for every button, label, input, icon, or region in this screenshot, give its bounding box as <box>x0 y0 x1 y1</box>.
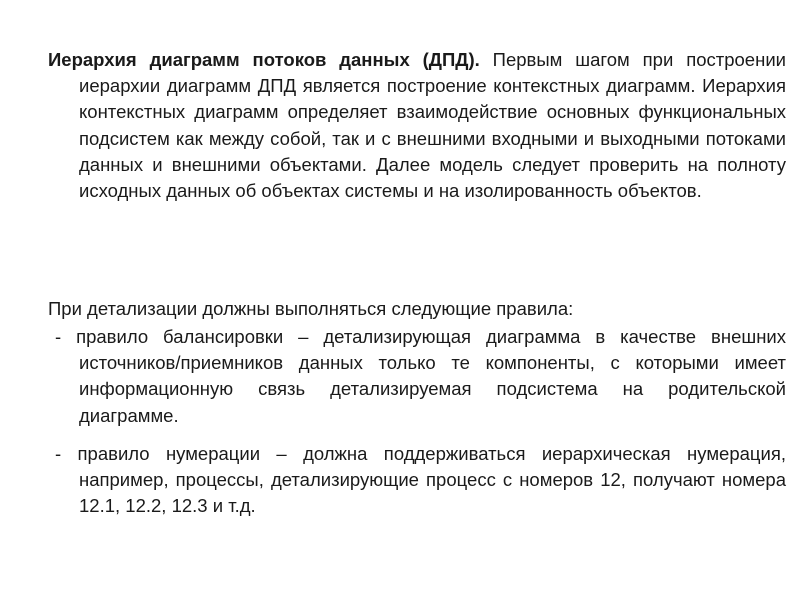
intro-paragraph <box>48 47 786 204</box>
rules-intro: При детализации должны выполняться следующие правила: <box>48 298 574 319</box>
rule-balancing: - правило балансировки – детализирующая диаграмма в качестве внешних источников/приемников данных только те компоненты, с которыми имеет информационную связь детализируемая подсистема на родительской диаграмме. <box>55 326 786 426</box>
paragraph-heading: Иерархия диаграмм потоков данных (ДПД). <box>48 49 480 70</box>
rule-numbering: - правило нумерации – должна поддерживаться иерархическая нумерация, например, процессы, детализирующие процесс с номеров 12, получают номера 12.1, 12.2, 12.3 и т.д. <box>55 443 786 517</box>
intro-paragraph-text: Первым шагом при построении иерархии диаграмм ДПД является построение контекстных диаграмм. Иерархия контекстных диаграмм определяет взаимодействие основных функциональных подсистем как между собой, так и с внешними входными и выходными потоками данных и внешними объектами. Далее модель следует проверить на полноту исходных данных об объектах системы и на изолированность объектов. <box>79 49 786 202</box>
